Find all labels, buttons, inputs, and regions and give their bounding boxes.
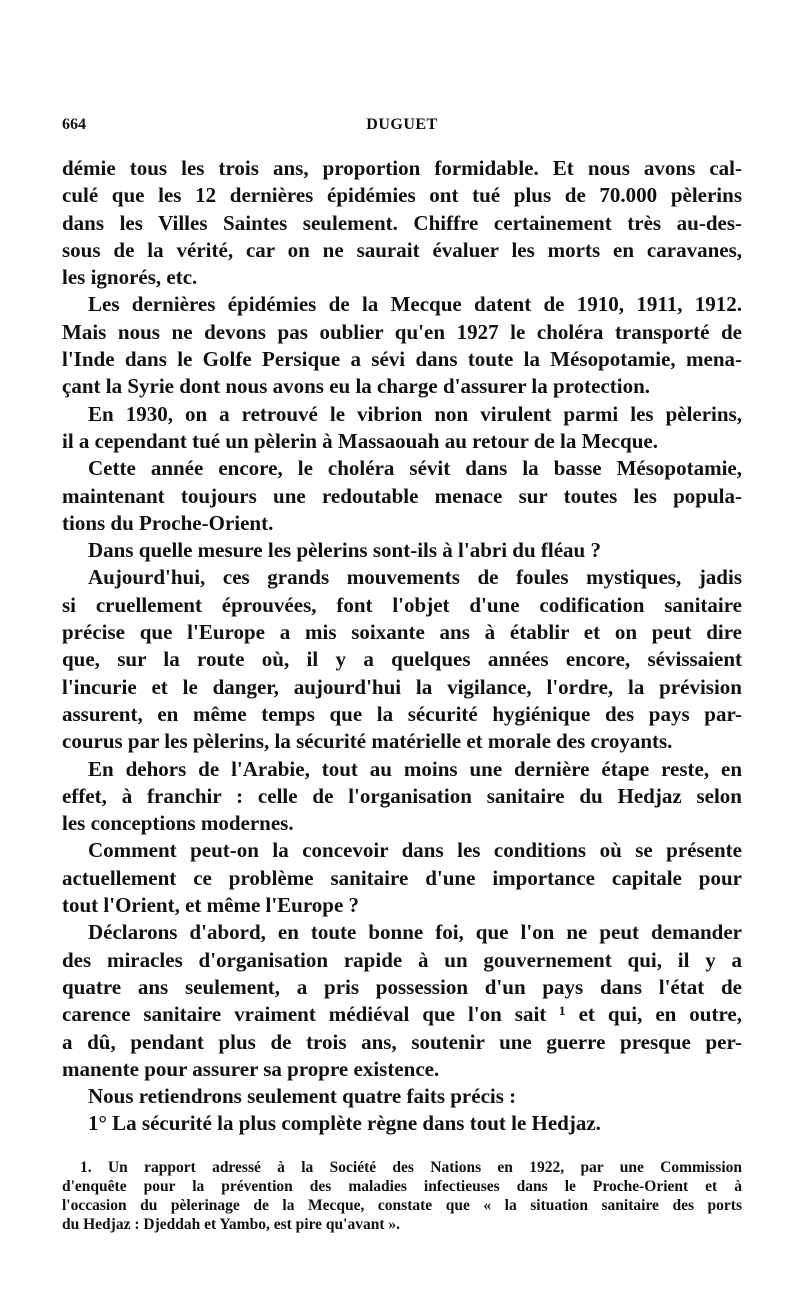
text-line: carence sanitaire vraiment médiéval que l'on sait ¹ et qui, en outre,	[62, 1002, 742, 1027]
footnote-line: d'enquête pour la prévention des maladies infectieuses dans le Proche-Orient et à	[62, 1178, 742, 1195]
text-line: effet, à franchir : celle de l'organisation sanitaire du Hedjaz selon	[62, 783, 742, 808]
text-line: sous de la vérité, car on ne saurait évaluer les morts en caravanes,	[62, 237, 742, 262]
text-line: si cruellement éprouvées, font l'objet d'une codification sanitaire	[62, 592, 742, 617]
text-line: En dehors de l'Arabie, tout au moins une dernière étape reste, en	[88, 756, 742, 781]
text-line: l'Inde dans le Golfe Persique a sévi dans toute la Mésopotamie, mena-	[62, 347, 742, 372]
text-line: manente pour assurer sa propre existence.	[62, 1056, 440, 1081]
text-line: Mais nous ne devons pas oublier qu'en 1927 le choléra transporté de	[62, 319, 742, 344]
text-line: que, sur la route où, il y a quelques années encore, sévissaient	[62, 647, 742, 672]
text-line: Aujourd'hui, ces grands mouvements de foules mystiques, jadis	[88, 565, 742, 590]
text-line: Nous retiendrons seulement quatre faits précis :	[88, 1084, 517, 1109]
footnote-line: 1. Un rapport adressé à la Société des Nations en 1922, par une Commission	[80, 1159, 742, 1176]
text-line: les conceptions modernes.	[62, 811, 294, 836]
text-line: çant la Syrie dont nous avons eu la charge d'assurer la protection.	[62, 374, 651, 399]
text-line: démie tous les trois ans, proportion formidable. Et nous avons cal-	[62, 156, 742, 180]
text-line: Dans quelle mesure les pèlerins sont-ils à l'abri du fléau ?	[88, 538, 601, 563]
text-line: 1° La sécurité la plus complète règne dans tout le Hedjaz.	[88, 1111, 601, 1136]
text-line: courus par les pèlerins, la sécurité matérielle et morale des croyants.	[62, 729, 673, 754]
text-line: En 1930, on a retrouvé le vibrion non virulent parmi les pèlerins,	[88, 401, 742, 426]
text-line: précise que l'Europe a mis soixante ans à établir et on peut dire	[62, 620, 742, 645]
body-text	[62, 155, 742, 1138]
text-line: maintenant toujours une redoutable menace sur toutes les popula-	[62, 483, 742, 508]
text-line: quatre ans seulement, a pris possession d'un pays dans l'état de	[62, 974, 742, 999]
footnote-line: l'occasion du pèlerinage de la Mecque, constate que « la situation sanitaire des ports	[62, 1197, 742, 1214]
text-line: Cette année encore, le choléra sévit dans la basse Mésopotamie,	[88, 456, 742, 481]
text-line: a dû, pendant plus de trois ans, soutenir une guerre presque per-	[62, 1029, 742, 1054]
text-line: l'incurie et le danger, aujourd'hui la vigilance, l'ordre, la prévision	[62, 674, 742, 699]
text-line: Les dernières épidémies de la Mecque datent de 1910, 1911, 1912.	[88, 292, 742, 317]
page-header	[62, 116, 742, 138]
footnote-line: du Hedjaz : Djeddah et Yambo, est pire qu'avant ».	[62, 1216, 401, 1233]
text-line: assurent, en même temps que la sécurité hygiénique des pays par-	[62, 701, 742, 726]
text-line: il a cependant tué un pèlerin à Massaouah au retour de la Mecque.	[62, 428, 658, 453]
page-number: 664	[62, 116, 86, 133]
text-line: actuellement ce problème sanitaire d'une importance capitale pour	[62, 865, 742, 890]
text-line: culé que les 12 dernières épidémies ont tué plus de 70.000 pèlerins	[62, 183, 742, 208]
text-line: des miracles d'organisation rapide à un gouvernement qui, il y a	[62, 947, 742, 972]
text-line: tions du Proche-Orient.	[62, 510, 274, 535]
text-line: Déclarons d'abord, en toute bonne foi, que l'on ne peut demander	[88, 920, 742, 945]
text-line: les ignorés, etc.	[62, 265, 198, 290]
text-line: dans les Villes Saintes seulement. Chiffre certainement très au-des-	[62, 210, 742, 235]
text-line: tout l'Orient, et même l'Europe ?	[62, 893, 360, 918]
running-title: DUGUET	[366, 116, 438, 133]
footnotes	[62, 1158, 742, 1234]
text-line: Comment peut-on la concevoir dans les conditions où se présente	[88, 838, 742, 863]
